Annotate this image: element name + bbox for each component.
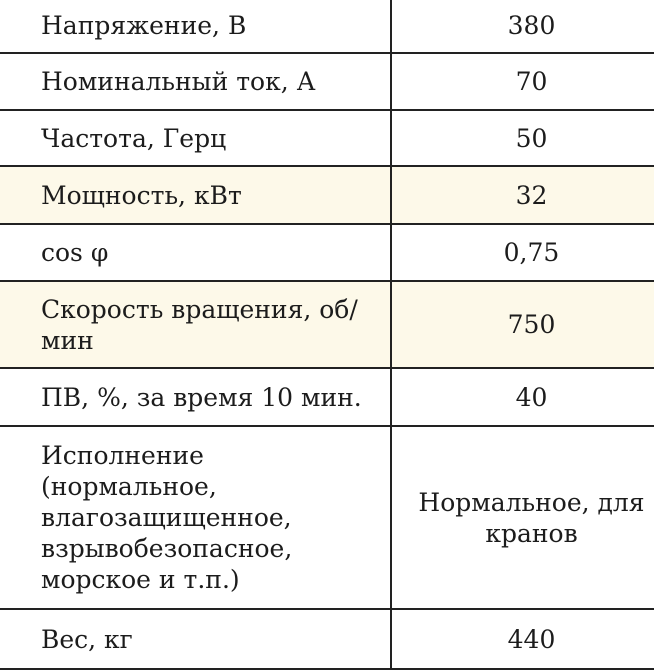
row-label: Скорость вращения, об/ мин <box>0 281 391 368</box>
row-value: 750 <box>391 281 654 368</box>
row-label: Частота, Герц <box>0 110 391 166</box>
table-row <box>0 281 654 368</box>
table-row <box>0 224 654 281</box>
row-value: 380 <box>391 0 654 53</box>
row-value: 70 <box>391 53 654 110</box>
row-value: 50 <box>391 110 654 166</box>
row-value: 32 <box>391 166 654 224</box>
row-label: Вес, кг <box>0 609 391 669</box>
table-row <box>0 110 654 166</box>
table-row <box>0 368 654 426</box>
row-label: ПВ, %, за время 10 мин. <box>0 368 391 426</box>
row-label: Номинальный ток, А <box>0 53 391 110</box>
row-label: cos φ <box>0 224 391 281</box>
row-label: Исполнение (нормальное, влагозащищенное, взрывобезопасное, морское и т.п.) <box>0 426 391 609</box>
row-value: 0,75 <box>391 224 654 281</box>
table-row <box>0 0 654 53</box>
table-row <box>0 166 654 224</box>
row-value: Нормальное, для кранов <box>391 426 654 609</box>
row-value: 440 <box>391 609 654 669</box>
row-label: Напряжение, В <box>0 0 391 53</box>
row-label: Мощность, кВт <box>0 166 391 224</box>
table-row <box>0 609 654 669</box>
table-row <box>0 426 654 609</box>
row-value: 40 <box>391 368 654 426</box>
table-row <box>0 53 654 110</box>
